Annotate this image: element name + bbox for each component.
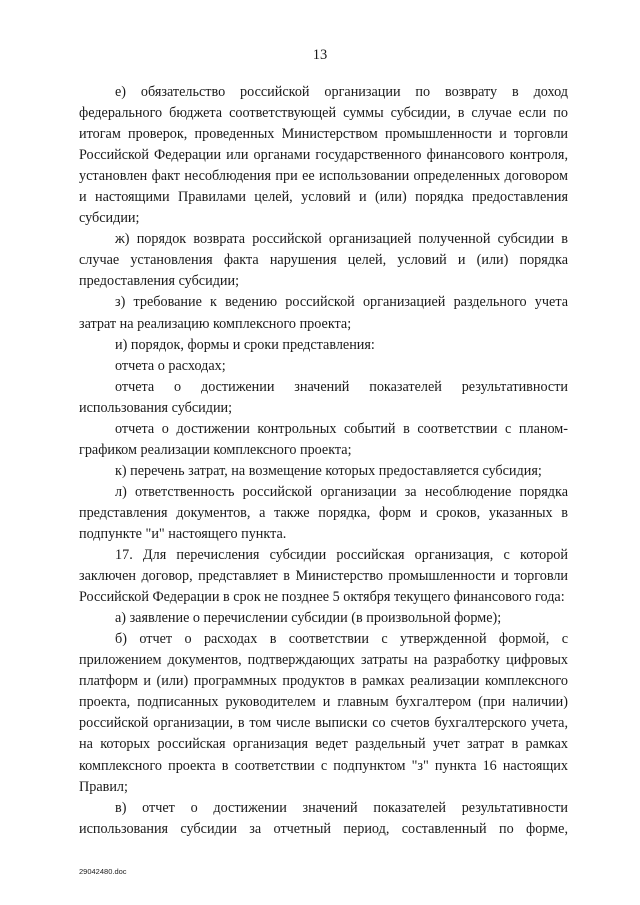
paragraph-zh: ж) порядок возврата российской организацией полученной субсидии в случае установления факта нарушения целей, условий и (или) порядка предоставления субсидии; xyxy=(79,231,568,290)
paragraph-z: з) требование к ведению российской организацией раздельного учета затрат на реализацию комплексного проекта; xyxy=(79,294,568,332)
paragraph-v: в) отчет о достижении значений показателей результативности использования субсидии за отчетный период, составленный по форме, xyxy=(79,799,568,837)
paragraph-l: л) ответственность российской организации за несоблюдение порядка представления документов, а также порядка, форм и сроков, указанных в подпункте "и" настоящего пункта. xyxy=(79,483,568,542)
paragraph-performance-report: отчета о достижении значений показателей результативности использования субсидии; xyxy=(79,378,568,416)
paragraph-i: и) порядок, формы и сроки представления: xyxy=(115,336,375,353)
document-file-id: 29042480.doc xyxy=(79,867,127,876)
paragraph-b: б) отчет о расходах в соответствии с утвержденной формой, с приложением документов, подтверждающих затраты на разработку цифровых платформ и (или) программных продуктов в рамках реализации комплексного проекта, подписанных руководителем и главным бухгалтером (при наличии) российской организации, в том числе выписки со счетов бухгалтерского учета, на которых российская организация ведет раздельный учет затрат в рамках комплексного проекта в соответствии с подпунктом "з" пункта 16 настоящих Правил; xyxy=(79,631,568,795)
document-body xyxy=(79,82,568,840)
paragraph-a: а) заявление о перечислении субсидии (в произвольной форме); xyxy=(115,610,502,627)
paragraph-control-events-report: отчета о достижении контрольных событий в соответствии с планом-графиком реализации комплексного проекта; xyxy=(79,420,568,458)
paragraph-e: е) обязательство российской организации по возврату в доход федерального бюджета соответствующей суммы субсидии, в случае если по итогам проверок, проведенных Министерством промышленности и торговли Российской Федерации или органами государственного финансового контроля, установлен факт несоблюдения при ее использовании определенных договором и настоящими Правилами целей, условий и (или) порядка предоставления субсидии; xyxy=(79,84,568,227)
paragraph-expense-report: отчета о расходах; xyxy=(115,357,226,374)
paragraph-k: к) перечень затрат, на возмещение которых предоставляется субсидия; xyxy=(115,462,542,479)
paragraph-17: 17. Для перечисления субсидии российская организация, с которой заключен договор, представляет в Министерство промышленности и торговли Российской Федерации в срок не позднее 5 октября текущего финансового года: xyxy=(79,547,568,606)
page-number: 13 xyxy=(312,47,328,63)
